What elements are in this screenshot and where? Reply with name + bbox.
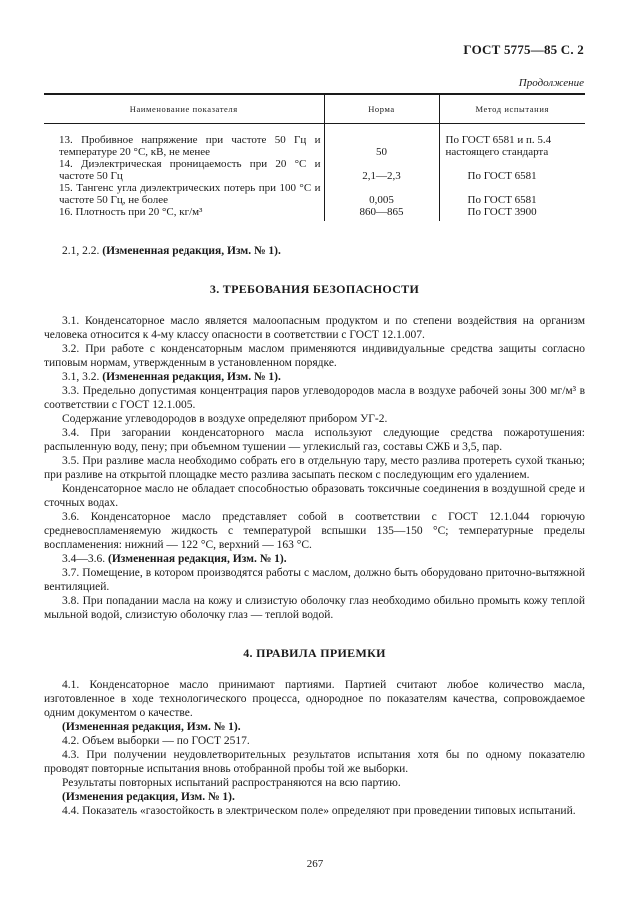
amendment-note: (Измененная редакция, Изм. № 1). bbox=[62, 721, 241, 733]
cell-name: 16. Плотность при 20 °С, кг/м³ bbox=[59, 206, 203, 218]
cell-norm: 0,005 bbox=[324, 182, 439, 206]
column-header-name: Наименование показателя bbox=[44, 94, 324, 124]
cell-name: 13. Пробивное напряжение при частоте 50 Гц и температуре 20 °С, кВ, не менее bbox=[59, 134, 321, 158]
cell-norm: 50 bbox=[324, 134, 439, 158]
amendment-note: 2.1, 2.2. (Измененная редакция, Изм. № 1). bbox=[62, 245, 281, 257]
paragraph: 3.2. При работе с конденсаторным маслом применяются индивидуальные средства защиты согласно типовым нормам, утвержденным в установленном порядке. bbox=[44, 343, 585, 369]
paragraph: 3.4. При загорании конденсаторного масла используют следующие средства пожаротушения: распыленную воду, пену; при объемном тушении — углекислый газ, составы СЖБ и 3,5, пар. bbox=[44, 427, 585, 453]
table-row bbox=[44, 158, 585, 182]
page-header: ГОСТ 5775—85 С. 2 bbox=[463, 42, 584, 57]
paragraph: 4.2. Объем выборки — по ГОСТ 2517. bbox=[62, 735, 250, 747]
paragraph: 4.1. Конденсаторное масло принимают партиями. Партией считают любое количество масла, изготовленное в ходе технологического процесса, однородное по показателям качества, сопровождаемое одним документом о качестве. bbox=[44, 679, 585, 719]
section-heading-safety: 3. ТРЕБОВАНИЯ БЕЗОПАСНОСТИ bbox=[209, 282, 420, 296]
column-header-norm: Норма bbox=[324, 94, 439, 124]
column-header-method: Метод испытания bbox=[439, 94, 585, 124]
cell-method: По ГОСТ 6581 bbox=[467, 194, 537, 206]
amendment-note: (Изменения редакция, Изм. № 1). bbox=[62, 791, 235, 803]
amendment-note: 3.1, 3.2. (Измененная редакция, Изм. № 1). bbox=[62, 371, 281, 383]
cell-method: По ГОСТ 6581 и п. 5.4 настоящего стандарта bbox=[439, 134, 585, 158]
continuation-label: Продолжение bbox=[518, 77, 584, 89]
paragraph: 3.5. При разливе масла необходимо собрать его в отдельную тару, место разлива протереть сухой тканью; при разливе на открытой площадке место разлива засыпать песком с последующим его удалением. bbox=[44, 455, 585, 481]
paragraph: 3.7. Помещение, в котором производятся работы с маслом, должно быть оборудовано приточно-вытяжной вентиляцией. bbox=[44, 567, 585, 593]
table-row bbox=[44, 206, 585, 221]
section-heading-acceptance: 4. ПРАВИЛА ПРИЕМКИ bbox=[243, 646, 386, 660]
cell-method: По ГОСТ 3900 bbox=[467, 206, 537, 218]
paragraph: 3.3. Предельно допустимая концентрация паров углеводородов масла в воздухе рабочей зоны 300 мг/м³ в соответствии с ГОСТ 12.1.005. bbox=[44, 385, 585, 411]
page-number: 267 bbox=[306, 858, 324, 870]
paragraph: 3.1. Конденсаторное масло является малоопасным продуктом и по степени воздействия на организм человека относится к 4-му классу опасности в соответствии с ГОСТ 12.1.007. bbox=[44, 315, 585, 341]
cell-name: 14. Диэлектрическая проницаемость при 20 °С и частоте 50 Гц bbox=[59, 158, 321, 182]
indicators-table bbox=[44, 93, 585, 221]
table-row bbox=[44, 182, 585, 206]
paragraph: 3.6. Конденсаторное масло представляет собой в соответствии с ГОСТ 12.1.044 горючую средневоспламеняемую жидкость с температурой вспышки 135—150 °С; температурные пределы воспламенения: нижний — 122 °С, верхний — 163 °С. bbox=[44, 511, 585, 551]
paragraph: 4.4. Показатель «газостойкость в электрическом поле» определяют при проведении типовых испытаний. bbox=[62, 805, 576, 817]
cell-norm: 2,1—2,3 bbox=[324, 158, 439, 182]
paragraph: Содержание углеводородов в воздухе определяют прибором УГ-2. bbox=[62, 413, 388, 425]
paragraph: Конденсаторное масло не обладает способностью образовать токсичные соединения в воздушной среде и сточных водах. bbox=[44, 483, 585, 509]
amendment-note: 3.4—3.6. (Измененная редакция, Изм. № 1). bbox=[62, 553, 287, 565]
document-body bbox=[44, 244, 585, 818]
cell-method: По ГОСТ 6581 bbox=[467, 170, 537, 182]
cell-norm: 860—865 bbox=[324, 206, 439, 221]
cell-name: 15. Тангенс угла диэлектрических потерь при 100 °С и частоте 50 Гц, не более bbox=[59, 182, 321, 206]
paragraph: 4.3. При получении неудовлетворительных результатов испытания хотя бы по одному показателю проводят повторные испытания вновь отобранной пробы той же выборки. bbox=[44, 749, 585, 775]
table-header-row bbox=[44, 94, 585, 124]
table-row bbox=[44, 134, 585, 158]
paragraph: Результаты повторных испытаний распространяются на всю партию. bbox=[62, 777, 401, 789]
paragraph: 3.8. При попадании масла на кожу и слизистую оболочку глаз необходимо обильно промыть кожу теплой мыльной водой, слизистую оболочку глаз — теплой водой. bbox=[44, 595, 585, 621]
